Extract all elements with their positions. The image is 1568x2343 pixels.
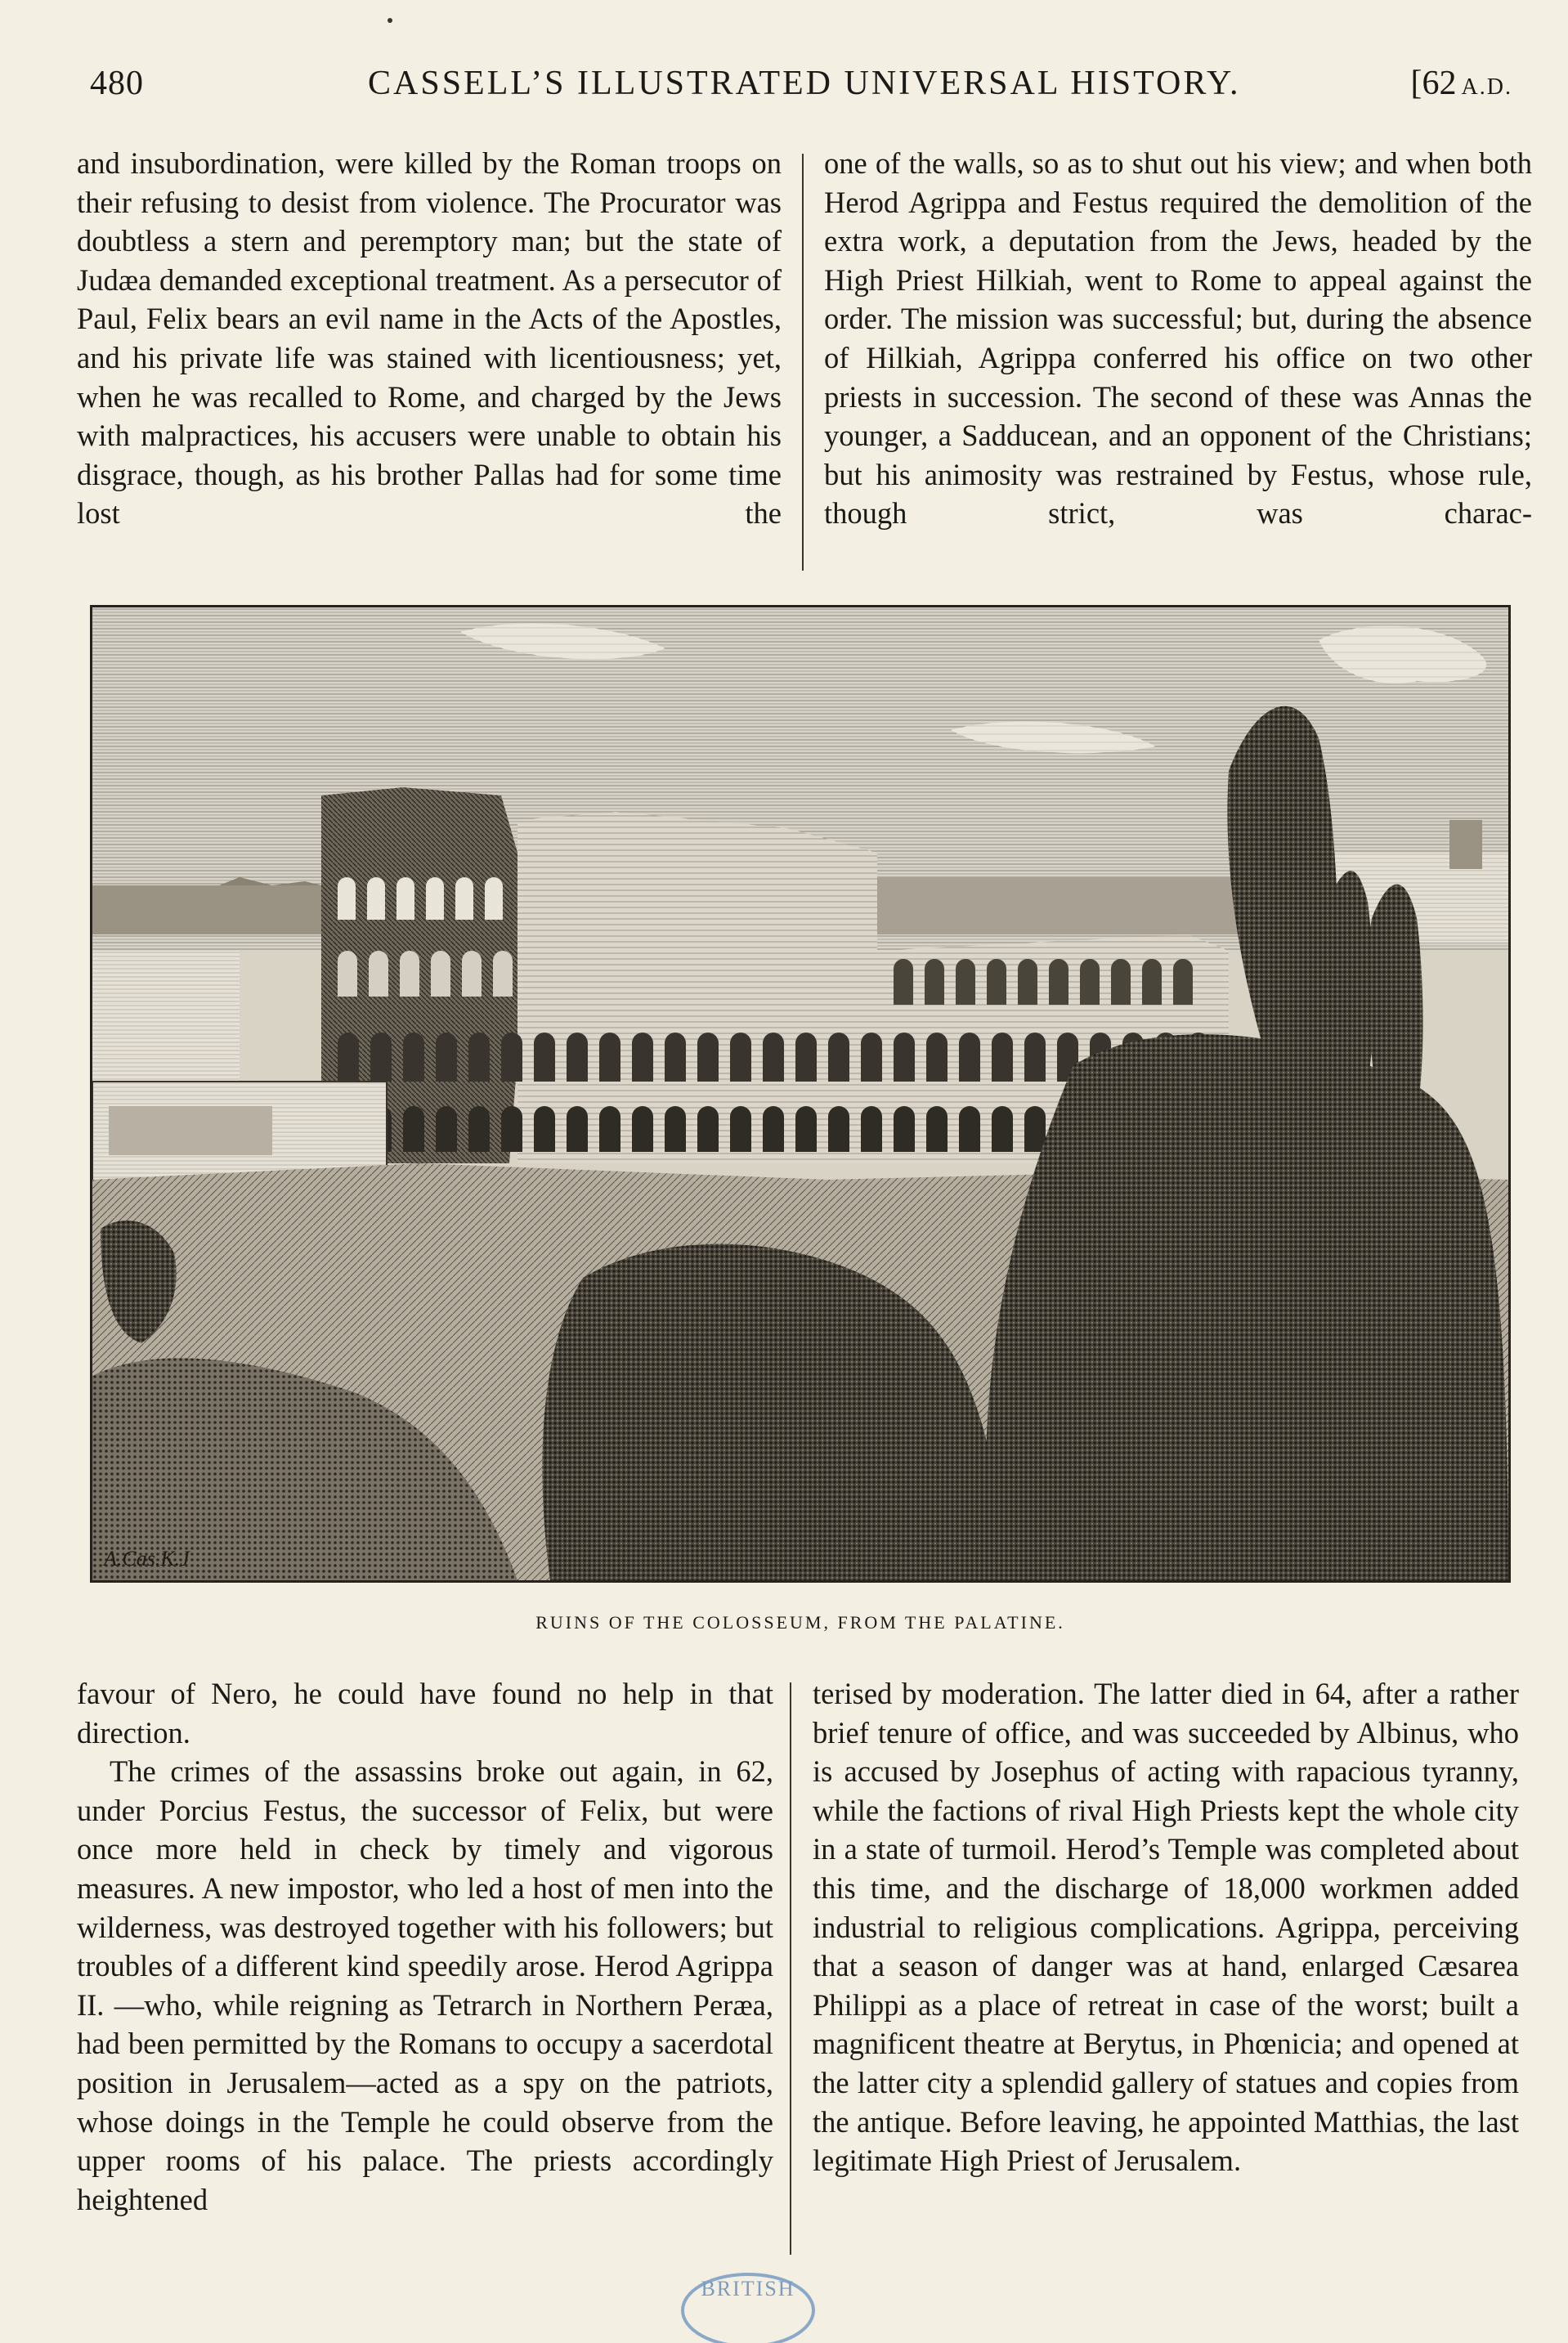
colosseum-arch [403, 1033, 424, 1082]
colosseum-arch [468, 1106, 490, 1152]
colosseum-arch [455, 877, 473, 920]
colosseum-arch [1024, 1033, 1046, 1082]
portico-frieze [109, 1106, 272, 1155]
paragraph: and insubordination, were killed by the Roman troops on their refusing to desist from violence. The Procurator was doubtless a stern and peremptory man; but the state of Judæa demanded exceptional treatment. As a persecutor of Paul, Felix bears an evil name in the Acts of the Apostles, and his private life was stained with licentiousness; yet, when he was recalled to Rome, and charged by the Jews with malpractices, his accusers were unable to obtain his disgrace, though, as his brother Pallas had for some time lost the [77, 146, 782, 531]
colosseum-arch [1024, 1106, 1046, 1152]
colosseum-arch [396, 877, 414, 920]
colosseum-arch [861, 1106, 882, 1152]
column-top-right [824, 144, 1532, 533]
colosseum-arch [697, 1106, 719, 1152]
engraver-signature: A.Cas.K.J [104, 1547, 190, 1570]
colosseum-arch [894, 1033, 915, 1082]
colosseum-arch [501, 1106, 522, 1152]
figure-caption: RUINS OF THE COLOSSEUM, FROM THE PALATINE. [535, 1612, 1065, 1633]
stamp-text: BRITISH [701, 2277, 795, 2300]
colosseum-arch [370, 1033, 392, 1082]
colosseum-arch [431, 951, 450, 997]
colosseum-arch [763, 1106, 784, 1152]
colosseum-arch [400, 951, 419, 997]
colosseum-arch [338, 877, 356, 920]
colosseum-arch [468, 1033, 490, 1082]
colosseum-arch [599, 1106, 620, 1152]
colosseum-arch [795, 1106, 817, 1152]
paragraph: one of the walls, so as to shut out his view; and when both Herod Agrippa and Festus required the demolition of the extra work, a deputation from the Jews, headed by the High Priest Hilkiah, went to Rome to appeal against the order. The mission was successful; but, during the absence of Hilkiah, Agrippa conferred his office on two other priests in succession. The second of these was Annas the younger, a Sadducean, and an opponent of the Christians; but his animosity was restrained by Festus, whose rule, though strict, was charac- [824, 146, 1532, 531]
colosseum-arch [338, 1033, 359, 1082]
colosseum-arch [730, 1106, 751, 1152]
colosseum-arch [369, 951, 388, 997]
colosseum-arch [665, 1033, 686, 1082]
colosseum-arch [894, 1106, 915, 1152]
colosseum-arch [501, 1033, 522, 1082]
colosseum-arch [730, 1033, 751, 1082]
colosseum-arch [795, 1033, 817, 1082]
colosseum-arch [828, 1033, 849, 1082]
colosseum-arch [367, 877, 385, 920]
column-divider-bottom [790, 1682, 791, 2255]
colosseum-arch [462, 951, 482, 997]
colosseum-arch [426, 877, 444, 920]
distant-city [92, 885, 338, 934]
colosseum-arch [485, 877, 503, 920]
colosseum-arch [599, 1033, 620, 1082]
colosseum-arch [632, 1106, 653, 1152]
colosseum-arch [1111, 959, 1131, 1005]
colosseum-arch [338, 951, 357, 997]
engraving-image [92, 607, 1508, 1580]
colosseum-arch [926, 1106, 948, 1152]
distant-tower [1449, 820, 1482, 869]
colosseum-arch [956, 959, 975, 1005]
running-date [1411, 64, 1512, 103]
colosseum-arch [894, 959, 913, 1005]
running-head [90, 64, 1512, 121]
colosseum-arch [1018, 959, 1037, 1005]
column-bottom-right [813, 1674, 1519, 2180]
colosseum-arch [987, 959, 1006, 1005]
colosseum-arch [567, 1033, 588, 1082]
colosseum-arch [436, 1033, 457, 1082]
paragraph: favour of Nero, he could have found no help in that direction. [77, 1677, 773, 1749]
colosseum-arch [1049, 959, 1068, 1005]
column-bottom-left [77, 1674, 773, 2219]
column-divider-top [802, 154, 804, 571]
colosseum-arch [493, 951, 513, 997]
colosseum-arch [534, 1106, 555, 1152]
colosseum-arch [959, 1033, 980, 1082]
ink-speck [388, 18, 392, 23]
colosseum-arch [665, 1106, 686, 1152]
running-title: CASSELL’S ILLUSTRATED UNIVERSAL HISTORY. [368, 65, 1241, 102]
colosseum-arch [697, 1033, 719, 1082]
colosseum-arch [925, 959, 944, 1005]
library-stamp [679, 2261, 818, 2343]
page-number: 480 [90, 65, 144, 102]
foreground-trees-right [986, 1034, 1508, 1580]
colosseum-arch [763, 1033, 784, 1082]
running-date-era: A.D. [1461, 74, 1512, 100]
colosseum-arch [959, 1106, 980, 1152]
colosseum-arch [926, 1033, 948, 1082]
colosseum-arch [436, 1106, 457, 1152]
colosseum-arch [403, 1106, 424, 1152]
colosseum-arch [992, 1106, 1013, 1152]
colosseum-arch [861, 1033, 882, 1082]
paragraph: terised by moderation. The latter died in 64, after a rather brief tenure of office, and was succeeded by Albinus, who is accused by Josephus of acting with rapacious tyranny, while the factions of rival High Priests kept the whole city in a state of turmoil. Herod’s Temple was completed about this time, and the discharge of 18,000 workmen added industrial to religious complications. Agrippa, perceiving that a season of danger was at hand, enlarged Cæsarea Philippi as a place of retreat in case of the worst; built a magnificent theatre at Berytus, in Phœnicia; and opened at the latter city a splendid gallery of statues and copies from the antique. Before leaving, he appointed Matthias, the last legitimate High Priest of Jerusalem. [813, 1677, 1519, 2178]
colosseum-arch [567, 1106, 588, 1152]
colosseum-arch [828, 1106, 849, 1152]
colosseum-arch [992, 1033, 1013, 1082]
paragraph: The crimes of the assassins broke out again, in 62, under Porcius Festus, the successor of Felix, but were once more held in check by timely and vigorous measures. A new impostor, who led a host of men into the wilderness, was destroyed together with his followers; but troubles of a different kind speedily arose. Herod Agrippa II. —who, while reigning as Tetrarch in Northern Peræa, had been permitted by the Romans to occupy a sacerdotal position in Jerusalem—acted as a spy on the patriots, whose doings in the Temple he could observe from the upper rooms of his palace. The priests accordingly heightened [77, 1754, 773, 2216]
colosseum-arch [1142, 959, 1162, 1005]
colosseum-arch [1080, 959, 1100, 1005]
colosseum-arch [534, 1033, 555, 1082]
colosseum-arch [632, 1033, 653, 1082]
running-date-year: [62 [1410, 65, 1457, 102]
colosseum-illustration [90, 605, 1511, 1583]
column-top-left [77, 144, 782, 533]
colosseum-arch [1173, 959, 1193, 1005]
